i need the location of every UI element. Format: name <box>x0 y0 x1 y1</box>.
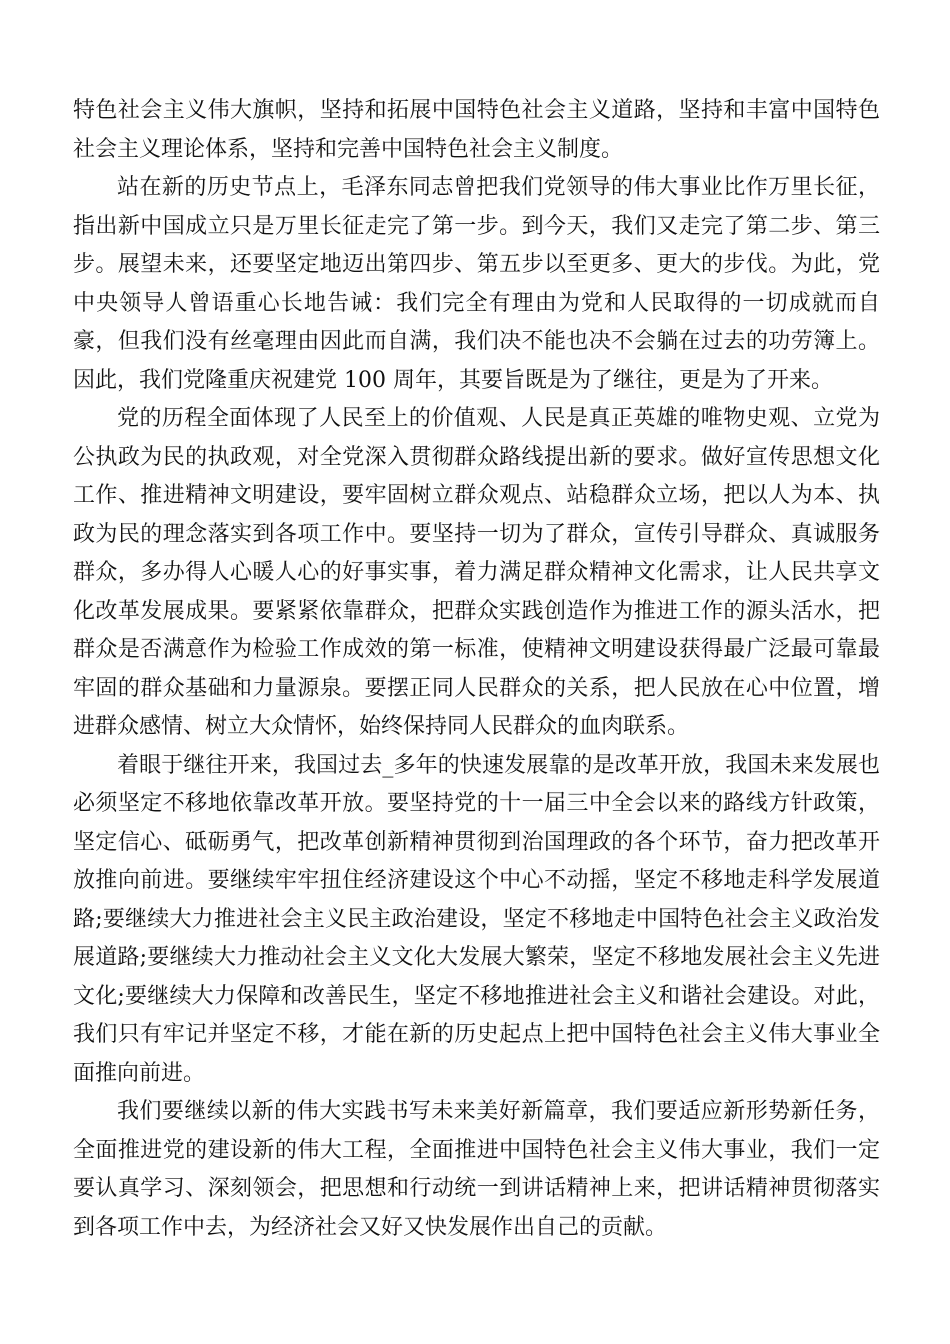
paragraph-people-first: 党的历程全面体现了人民至上的价值观、人民是真正英雄的唯物史观、立党为公执政为民的执政观，对全党深入贯彻群众路线提出新的要求。做好宣传思想文化工作、推进精神文明建设，要牢固树立群众观点、站稳群众立场，把以人为本、执政为民的理念落实到各项工作中。要坚持一切为了群众，宣传引导群众、真诚服务群众，多办得人心暖人心的好事实事，着力满足群众精神文化需求，让人民共享文化改革发展成果。要紧紧依靠群众，把群众实践创造作为推进工作的源头活水，把群众是否满意作为检验工作成效的第一标准，使精神文明建设获得最广泛最可靠最牢固的群众基础和力量源泉。要摆正同人民群众的关系，把人民放在心中位置，增进群众感情、树立大众情怀，始终保持同人民群众的血肉联系。 <box>73 406 880 739</box>
document-body <box>73 92 880 1247</box>
paragraph-long-march: 站在新的历史节点上，毛泽东同志曾把我们党领导的伟大事业比作万里长征，指出新中国成立只是万里长征走完了第一步。到今天，我们又走完了第二步、第三步。展望未来，还要坚定地迈出第四步、第五步以至更多、更大的步伐。为此，党中央领导人曾语重心长地告诫：我们完全有理由为党和人民取得的一切成就而自豪，但我们没有丝毫理由因此而自满，我们决不能也决不会躺在过去的功劳簿上。因此，我们党隆重庆祝建党 100 周年，其要旨既是为了继往，更是为了开来。 <box>73 175 880 393</box>
paragraph-reform-opening: 着眼于继往开来，我国过去_多年的快速发展靠的是改革开放，我国未来发展也必须坚定不移地依靠改革开放。要坚持党的十一届三中全会以来的路线方针政策，坚定信心、砥砺勇气，把改革创新精神贯彻到治国理政的各个环节，奋力把改革开放推向前进。要继续牢牢扭住经济建设这个中心不动摇，坚定不移地走科学发展道路;要继续大力推进社会主义民主政治建设，坚定不移地走中国特色社会主义政治发展道路;要继续大力推动社会主义文化大发展大繁荣，坚定不移地发展社会主义先进文化;要继续大力保障和改善民生，坚定不移地推进社会主义和谐社会建设。对此，我们只有牢记并坚定不移，才能在新的历史起点上把中国特色社会主义伟大事业全面推向前进。 <box>73 752 880 1086</box>
paragraph-new-chapter: 我们要继续以新的伟大实践书写未来美好新篇章，我们要适应新形势新任务，全面推进党的建设新的伟大工程，全面推进中国特色社会主义伟大事业，我们一定要认真学习、深刻领会，把思想和行动统一到讲话精神上来，把讲话精神贯彻落实到各项工作中去，为经济社会又好又快发展作出自己的贡献。 <box>73 1099 880 1240</box>
paragraph-continuation: 特色社会主义伟大旗帜，坚持和拓展中国特色社会主义道路，坚持和丰富中国特色社会主义理论体系，坚持和完善中国特色社会主义制度。 <box>73 98 880 162</box>
